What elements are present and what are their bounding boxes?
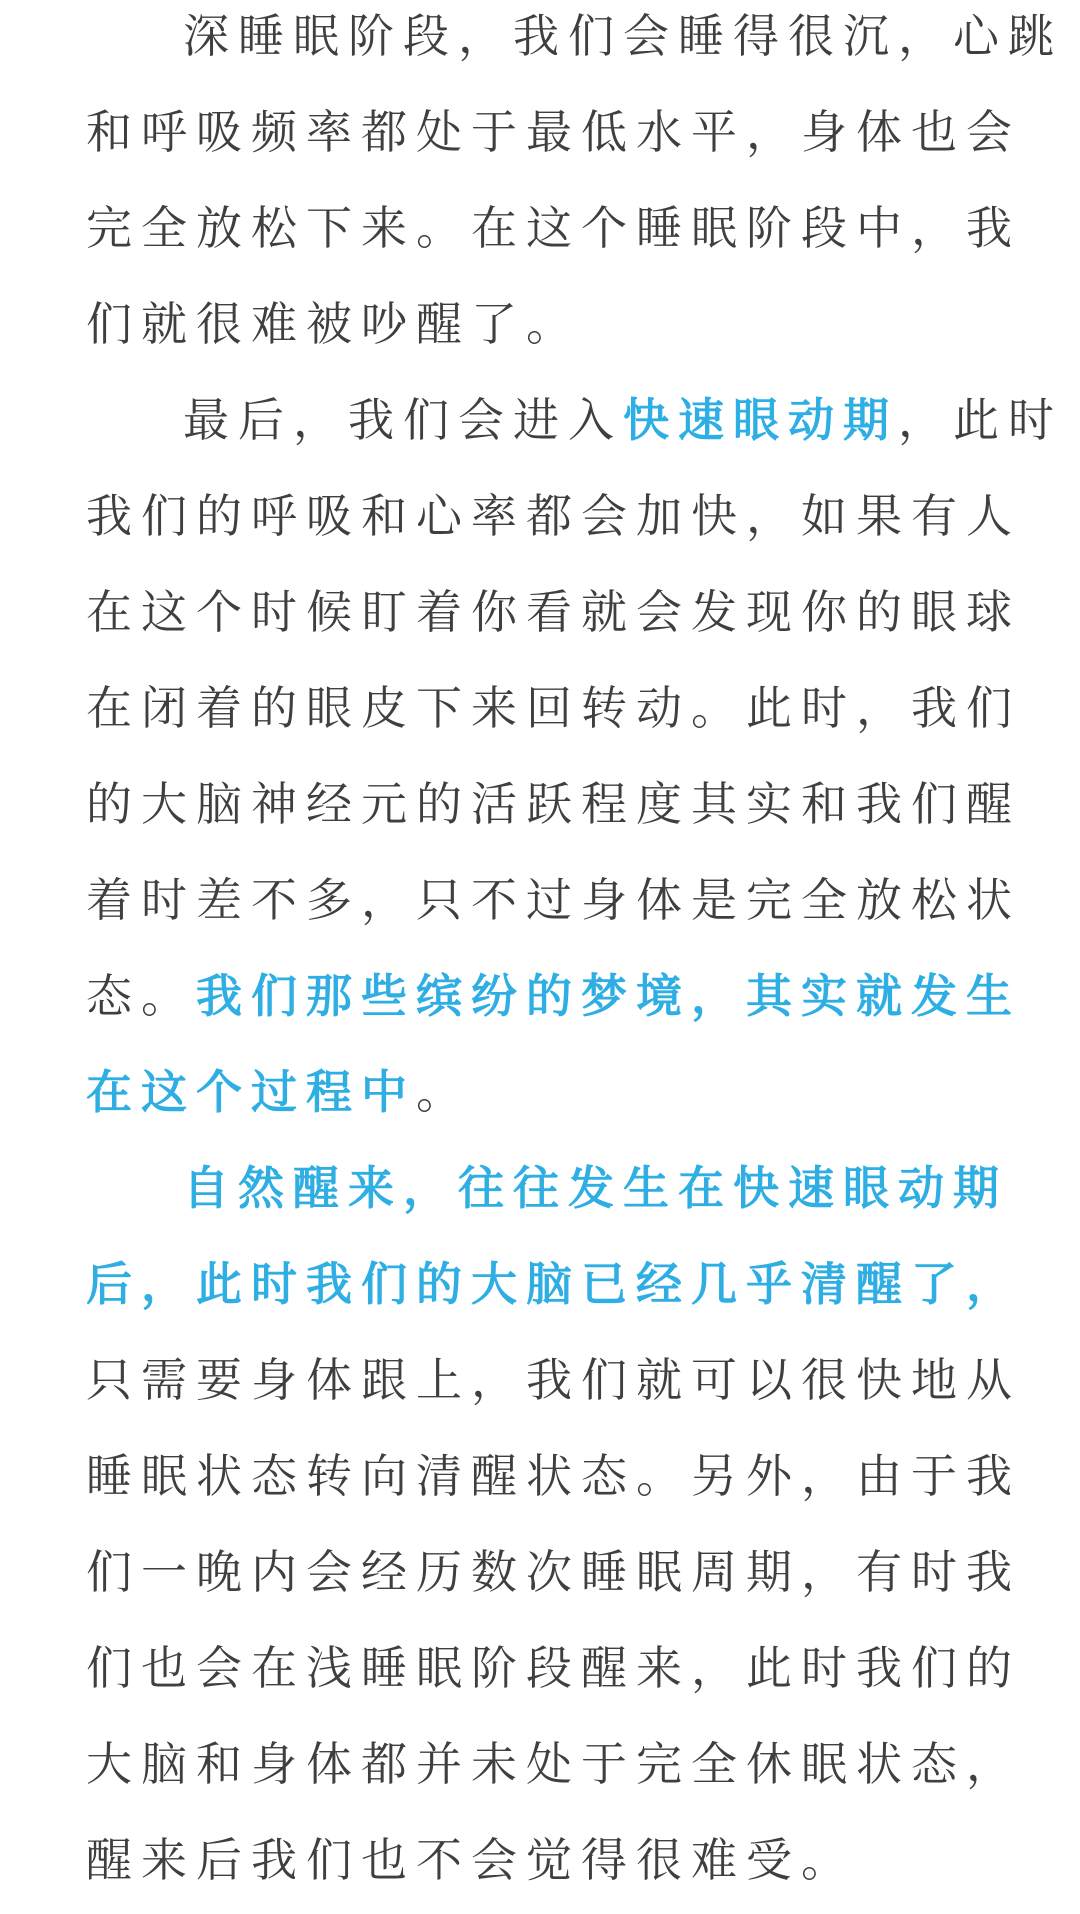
paragraph-rem-sleep bbox=[86, 372, 1063, 1140]
article-body bbox=[86, 0, 1063, 1908]
text-line bbox=[86, 1044, 1002, 1140]
highlight-dreams-sentence: 我们那些缤纷的梦境，其实就发生 bbox=[196, 969, 1021, 1023]
text-line: 完全放松下来。在这个睡眠阶段中，我 bbox=[86, 201, 1021, 255]
text-line: 们一晚内会经历数次睡眠周期，有时我 bbox=[86, 1545, 1021, 1599]
text-line: 的大脑神经元的活跃程度其实和我们醒 bbox=[86, 777, 1021, 831]
text-line: 醒来后我们也不会觉得很难受。 bbox=[86, 1833, 856, 1887]
text-line: 们也会在浅睡眠阶段醒来，此时我们的 bbox=[86, 1641, 1021, 1695]
text-line: 和呼吸频率都处于最低水平，身体也会 bbox=[86, 105, 1021, 159]
text-run: 态。 bbox=[86, 969, 196, 1023]
text-line: 大脑和身体都并未处于完全休眠状态， bbox=[86, 1737, 1021, 1791]
paragraph-natural-waking bbox=[86, 1140, 1021, 1908]
text-line bbox=[86, 372, 1063, 468]
text-line: 着时差不多，只不过身体是完全放松状 bbox=[86, 873, 1021, 927]
text-line: 们就很难被吵醒了。 bbox=[86, 297, 581, 351]
text-line: 在闭着的眼皮下来回转动。此时，我们 bbox=[86, 681, 1021, 735]
text-line: 睡眠状态转向清醒状态。另外，由于我 bbox=[86, 1449, 1021, 1503]
highlight-dreams-sentence-end: 在这个过程中 bbox=[86, 1065, 416, 1119]
highlight-natural-waking-end: 后，此时我们的大脑已经几乎清醒了， bbox=[86, 1257, 1021, 1311]
highlight-rem-term: 快速眼动期 bbox=[623, 393, 898, 447]
text-line bbox=[86, 948, 1021, 1044]
text-line: 深睡眠阶段，我们会睡得很沉，心跳 bbox=[183, 9, 1063, 63]
text-line: 只需要身体跟上，我们就可以很快地从 bbox=[86, 1353, 1021, 1407]
text-line: 我们的呼吸和心率都会加快，如果有人 bbox=[86, 489, 1021, 543]
highlight-natural-waking: 自然醒来，往往发生在快速眼动期 bbox=[183, 1161, 1008, 1215]
text-run: 最后，我们会进入 bbox=[183, 393, 623, 447]
paragraph-deep-sleep bbox=[86, 0, 1063, 372]
text-line: 在这个时候盯着你看就会发现你的眼球 bbox=[86, 585, 1021, 639]
text-run: ，此时 bbox=[898, 393, 1063, 447]
text-run: 。 bbox=[416, 1065, 471, 1119]
